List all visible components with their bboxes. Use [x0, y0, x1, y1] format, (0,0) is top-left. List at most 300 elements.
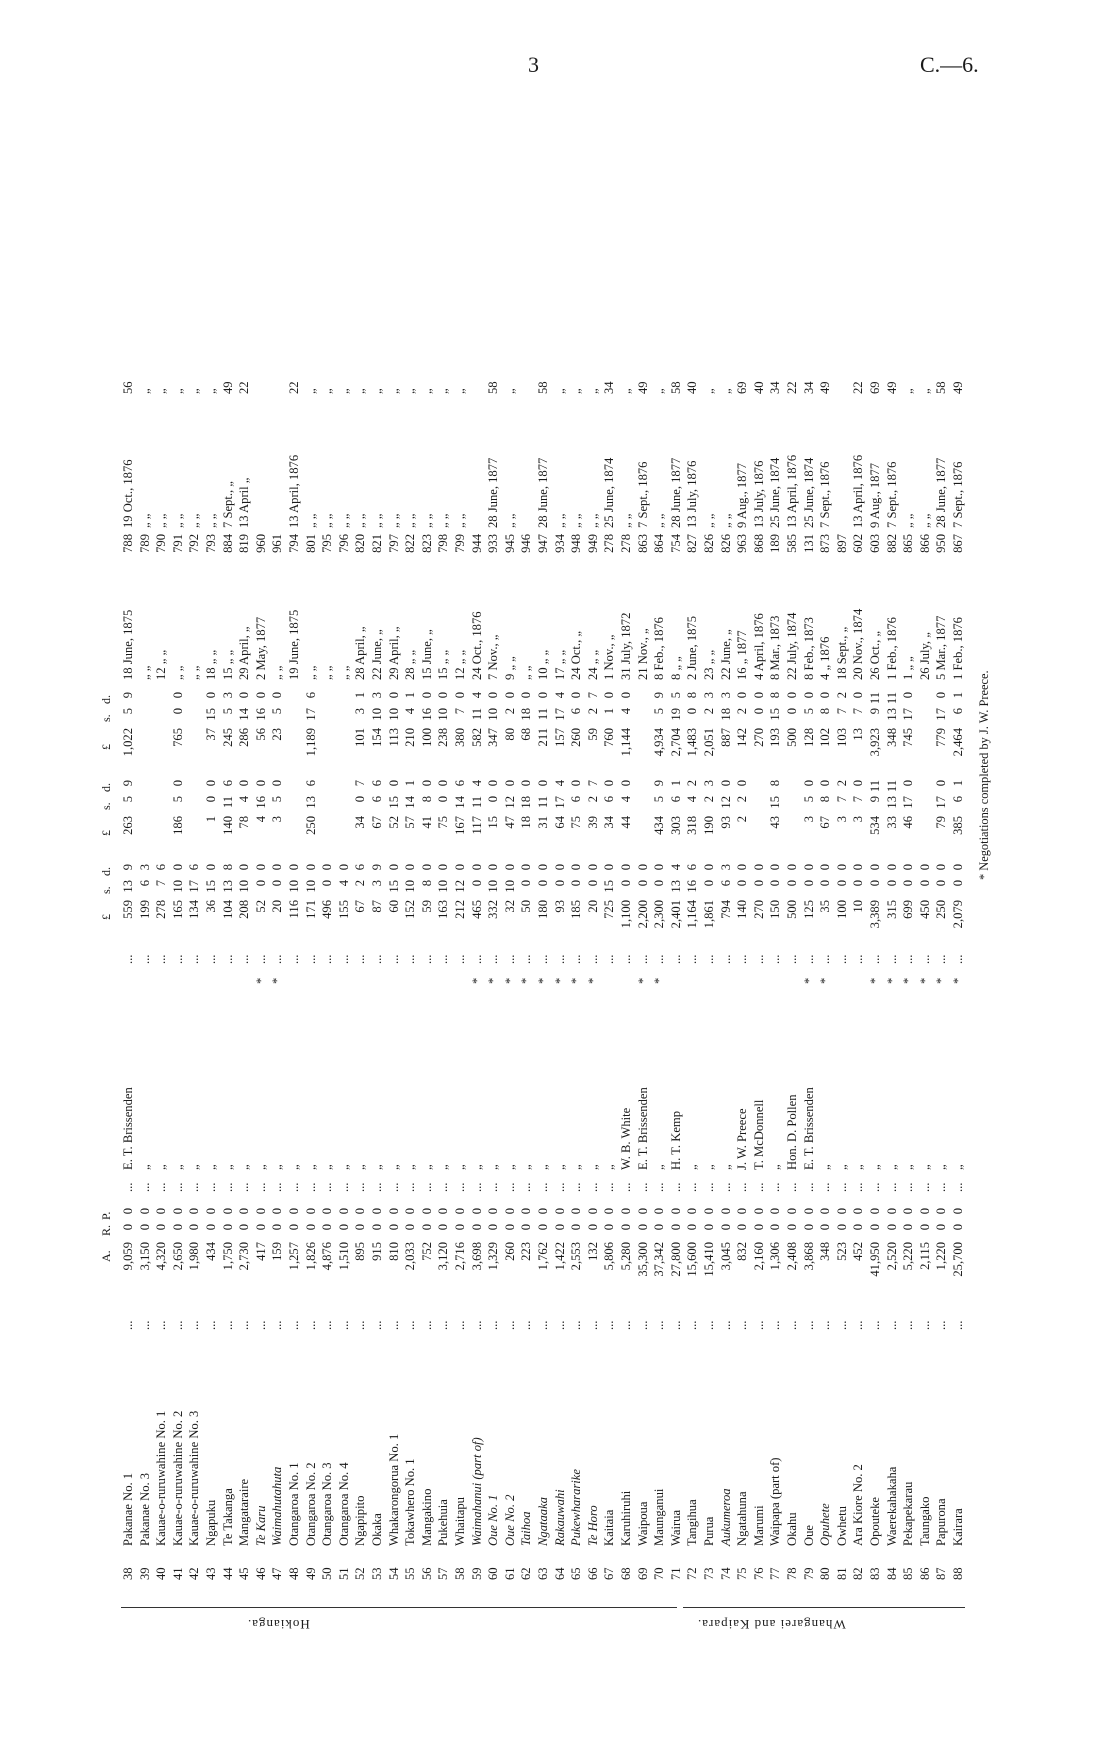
cell-date2: „ „	[702, 513, 716, 528]
leader-dots: ...	[386, 1320, 401, 1330]
cell-d2: 9	[652, 780, 667, 787]
cell-neg: „	[486, 1164, 501, 1170]
cell-s3: 7	[851, 708, 866, 715]
leader-dots: ...	[834, 1320, 849, 1330]
cell-n: 45	[237, 1567, 252, 1580]
cell-star: *	[901, 977, 916, 984]
cell-d1: 4	[668, 864, 683, 871]
leader-dots: ...	[785, 1320, 799, 1330]
cell-date2: 7 Sept., 1876	[818, 461, 833, 528]
cell-d3: 0	[536, 692, 550, 699]
cell-date1: 12 „ „	[453, 649, 467, 680]
cell-a: 2,650	[170, 1242, 185, 1271]
leader-dots: ...	[453, 1182, 467, 1192]
cell-a: 1,422	[552, 1242, 567, 1271]
cell-date2: „ „	[619, 513, 633, 528]
cell-date1: 22 June, „	[370, 629, 384, 680]
cell-a: 2,716	[453, 1242, 467, 1271]
leader-dots: ...	[121, 954, 135, 964]
leader-dots: ...	[502, 954, 517, 964]
cell-a: 4,876	[320, 1242, 335, 1271]
cell-s2: 11	[536, 796, 550, 809]
cell-s2: 0	[353, 796, 368, 803]
cell-p3: 500	[785, 728, 799, 747]
cell-ref: „	[370, 388, 384, 394]
leader-dots: ...	[801, 954, 816, 964]
cell-star: *	[469, 977, 484, 984]
cell-p: 0	[585, 1208, 600, 1215]
cell-s3: 11	[536, 708, 550, 721]
leader-dots: ...	[187, 1182, 202, 1192]
cell-a: 1,306	[768, 1242, 783, 1271]
cell-r: 0	[735, 1224, 750, 1231]
leader-dots: ...	[204, 954, 218, 964]
cell-s3: 3	[353, 708, 368, 715]
leader-dots: ...	[768, 1320, 783, 1330]
cell-name: Te Takanga	[220, 1488, 235, 1546]
cell-s2: 17	[901, 796, 916, 809]
cell-ref: 69	[868, 381, 882, 394]
cell-s2: 4	[237, 796, 252, 803]
leader-dots: ...	[320, 1182, 335, 1192]
cell-s1: 13	[220, 880, 235, 893]
cell-name: Purua	[702, 1516, 716, 1546]
cell-p1: 10	[851, 900, 866, 913]
leader-dots: ...	[486, 954, 501, 964]
cell-p: 0	[187, 1208, 202, 1215]
cell-neg: „	[901, 1164, 916, 1170]
cell-s1: 3	[370, 880, 384, 887]
cell-star: *	[635, 977, 650, 984]
cell-d3: 8	[685, 692, 700, 699]
cell-r: 0	[502, 1224, 517, 1231]
cell-r: 0	[370, 1224, 384, 1231]
cell-date2: „ „	[718, 513, 733, 528]
cell-d3: 0	[486, 692, 501, 699]
cell-s3: 15	[768, 708, 783, 721]
cell-p: 0	[751, 1208, 766, 1215]
cell-neg: „	[552, 1164, 567, 1170]
leader-dots: ...	[552, 1182, 567, 1192]
cell-n: 49	[303, 1567, 318, 1580]
cell-ref: 34	[768, 381, 783, 394]
cell-a: 1,762	[536, 1242, 550, 1271]
cell-s3: 16	[419, 708, 434, 721]
cell-ref: 22	[851, 381, 866, 394]
cell-deed: 946	[519, 534, 534, 553]
cell-n: 46	[253, 1567, 268, 1580]
cell-deed: 822	[403, 534, 418, 553]
cell-d1: 6	[187, 864, 202, 871]
cell-date2: 9 Aug., 1877	[868, 462, 882, 528]
header-pence-2: d.	[99, 783, 113, 792]
cell-deed: 795	[320, 534, 335, 553]
cell-s1: 0	[785, 880, 799, 887]
cell-neg: „	[370, 1164, 384, 1170]
cell-d1: 0	[303, 864, 318, 871]
cell-deed: 934	[552, 534, 567, 553]
cell-s1: 0	[619, 880, 633, 887]
cell-ref: 58	[934, 381, 949, 394]
cell-p3: 2,704	[668, 728, 683, 757]
cell-date2: 28 June, 1877	[486, 457, 501, 528]
cell-star: *	[801, 977, 816, 984]
cell-d2: 0	[934, 780, 949, 787]
cell-ref: „	[502, 388, 517, 394]
cell-deed: 585	[785, 534, 799, 553]
cell-r: 0	[585, 1224, 600, 1231]
leader-dots: ...	[137, 1320, 152, 1330]
cell-ref: „	[204, 388, 218, 394]
cell-neg: „	[253, 1164, 268, 1170]
leader-dots: ...	[652, 1182, 667, 1192]
cell-d1: 0	[519, 864, 534, 871]
leader-dots: ...	[702, 1320, 716, 1330]
cell-ref: „	[170, 388, 185, 394]
cell-p3: 101	[353, 728, 368, 747]
cell-d2: 0	[801, 780, 816, 787]
leader-dots: ...	[685, 1320, 700, 1330]
cell-star: *	[552, 977, 567, 984]
cell-p3: 154	[370, 728, 384, 747]
leader-dots: ...	[868, 1320, 882, 1330]
cell-deed: 131	[801, 534, 816, 553]
cell-p2: 34	[602, 816, 617, 829]
cell-d1: 0	[884, 864, 899, 871]
cell-r: 0	[602, 1224, 617, 1231]
cell-s3: 15	[204, 708, 218, 721]
cell-p2: 1	[204, 816, 218, 823]
cell-n: 62	[519, 1567, 534, 1580]
cell-r: 0	[303, 1224, 318, 1231]
cell-p3: 1,483	[685, 728, 700, 757]
cell-d2: 0	[569, 780, 584, 787]
cell-r: 0	[702, 1224, 716, 1231]
cell-date1: 1 „ „	[901, 656, 916, 680]
cell-a: 35,300	[635, 1242, 650, 1277]
cell-a: 223	[519, 1242, 534, 1261]
cell-r: 0	[486, 1224, 501, 1231]
cell-neg: „	[419, 1164, 434, 1170]
header-pounds-3: £	[99, 744, 113, 750]
cell-name: Owhetu	[834, 1506, 849, 1546]
cell-a: 2,553	[569, 1242, 584, 1271]
cell-d3: 0	[419, 692, 434, 699]
leader-dots: ...	[652, 1320, 667, 1330]
cell-d3: 4	[552, 692, 567, 699]
leader-dots: ...	[502, 1182, 517, 1192]
cell-d2: 0	[718, 780, 733, 787]
cell-p2: 75	[569, 816, 584, 829]
cell-ref: „	[303, 388, 318, 394]
cell-p1: 87	[370, 900, 384, 913]
leader-dots: ...	[951, 1182, 965, 1192]
cell-ref: 49	[220, 381, 235, 394]
cell-deed: 189	[768, 534, 783, 553]
cell-deed: 788	[121, 534, 135, 553]
cell-s2: 12	[502, 796, 517, 809]
cell-p: 0	[320, 1208, 335, 1215]
cell-s2: 8	[818, 796, 833, 803]
cell-date1: 31 July, 1872	[619, 612, 633, 680]
cell-s1: 10	[436, 880, 451, 893]
cell-d1: 0	[419, 864, 434, 871]
cell-r: 0	[419, 1224, 434, 1231]
leader-dots: ...	[453, 954, 467, 964]
cell-p: 0	[901, 1208, 916, 1215]
leader-dots: ...	[785, 1182, 799, 1192]
cell-date2: 7 Sept., 1876	[884, 461, 899, 528]
cell-d1: 0	[536, 864, 550, 871]
cell-neg: „	[436, 1164, 451, 1170]
cell-d1: 0	[486, 864, 501, 871]
cell-n: 61	[502, 1567, 517, 1580]
cell-p1: 165	[170, 900, 185, 919]
cell-s2: 11	[220, 796, 235, 809]
cell-s3: 7	[834, 708, 849, 715]
leader-dots: ...	[569, 954, 584, 964]
cell-s3: 5	[121, 708, 135, 715]
cell-d3: 1	[403, 692, 418, 699]
cell-date1: 28 „ „	[403, 649, 418, 680]
cell-n: 57	[436, 1567, 451, 1580]
cell-p3: 260	[569, 728, 584, 747]
cell-n: 86	[917, 1567, 932, 1580]
cell-p: 0	[453, 1208, 467, 1215]
cell-p: 0	[735, 1208, 750, 1215]
cell-star: *	[951, 977, 965, 984]
cell-ref: „	[137, 388, 152, 394]
cell-s2: 4	[685, 796, 700, 803]
cell-s3: 5	[801, 708, 816, 715]
cell-d2: 6	[220, 780, 235, 787]
cell-p1: 465	[469, 900, 484, 919]
cell-r: 0	[137, 1224, 152, 1231]
cell-ref: 40	[685, 381, 700, 394]
cell-r: 0	[635, 1224, 650, 1231]
cell-d3: 1	[951, 692, 965, 699]
table-row	[949, 330, 968, 1580]
cell-p1: 1,164	[685, 900, 700, 929]
cell-s3: 8	[818, 708, 833, 715]
cell-d3: 0	[386, 692, 401, 699]
cell-d2: 0	[602, 780, 617, 787]
cell-s1: 0	[536, 880, 550, 887]
cell-p2: 39	[585, 816, 600, 829]
cell-a: 260	[502, 1242, 517, 1261]
cell-p3: 80	[502, 728, 517, 741]
cell-p1: 2,200	[635, 900, 650, 929]
cell-s2: 6	[569, 796, 584, 803]
cell-a: 159	[270, 1242, 285, 1261]
cell-deed: 897	[834, 534, 849, 553]
cell-date2: 13 April, 1876	[785, 454, 799, 528]
cell-d3: 11	[868, 692, 882, 705]
cell-date2: „ „	[336, 513, 351, 528]
cell-star: *	[569, 977, 584, 984]
cell-name: Pekapekarau	[901, 1481, 916, 1546]
cell-s1: 0	[901, 880, 916, 887]
cell-a: 1,750	[220, 1242, 235, 1271]
cell-p1: 36	[204, 900, 218, 913]
cell-n: 85	[901, 1567, 916, 1580]
cell-s1: 10	[403, 880, 418, 893]
cell-neg: Hon. D. Pollen	[785, 1094, 799, 1170]
cell-d1: 9	[121, 864, 135, 871]
cell-s1: 0	[569, 880, 584, 887]
cell-p1: 315	[884, 900, 899, 919]
cell-p1: 208	[237, 900, 252, 919]
cell-s2: 6	[602, 796, 617, 803]
cell-neg: „	[585, 1164, 600, 1170]
cell-r: 0	[552, 1224, 567, 1231]
cell-p1: 180	[536, 900, 550, 919]
leader-dots: ...	[204, 1182, 218, 1192]
leader-dots: ...	[419, 1182, 434, 1192]
cell-d2: 6	[303, 780, 318, 787]
cell-date1: 2 May, 1877	[253, 616, 268, 680]
cell-s1: 0	[818, 880, 833, 887]
cell-r: 0	[170, 1224, 185, 1231]
cell-p2: 67	[818, 816, 833, 829]
cell-name: Waimahutahuta	[270, 1466, 285, 1546]
leader-dots: ...	[270, 1320, 285, 1330]
cell-n: 67	[602, 1567, 617, 1580]
cell-a: 452	[851, 1242, 866, 1261]
cell-s2: 5	[801, 796, 816, 803]
cell-p2: 57	[403, 816, 418, 829]
leader-dots: ...	[635, 954, 650, 964]
cell-s3: 2	[735, 708, 750, 715]
cell-neg: „	[336, 1164, 351, 1170]
cell-p1: 93	[552, 900, 567, 913]
cell-s1: 15	[204, 880, 218, 893]
cell-date1: 9 „ „	[502, 656, 517, 680]
cell-n: 63	[536, 1567, 550, 1580]
cell-name: Taungako	[917, 1496, 932, 1546]
cell-p1: 20	[270, 900, 285, 913]
cell-neg: „	[768, 1164, 783, 1170]
cell-neg: „	[303, 1164, 318, 1170]
cell-d1: 0	[336, 864, 351, 871]
cell-date1: 15 June, „	[419, 629, 434, 680]
cell-a: 27,800	[668, 1242, 683, 1277]
leader-dots: ...	[602, 1320, 617, 1330]
cell-a: 2,115	[917, 1242, 932, 1270]
leader-dots: ...	[818, 1182, 833, 1192]
leader-dots: ...	[751, 954, 766, 964]
cell-neg: „	[187, 1164, 202, 1170]
cell-d1: 0	[287, 864, 301, 871]
cell-p1: 32	[502, 900, 517, 913]
leader-dots: ...	[569, 1182, 584, 1192]
cell-p3: 347	[486, 728, 501, 747]
cell-p2: 34	[353, 816, 368, 829]
cell-star: *	[536, 977, 550, 984]
cell-p1: 171	[303, 900, 318, 919]
cell-star: *	[270, 977, 285, 984]
cell-a: 2,160	[751, 1242, 766, 1271]
cell-p2: 31	[536, 816, 550, 829]
cell-date1: „ „	[303, 665, 318, 680]
cell-name: Te Karu	[253, 1505, 268, 1546]
cell-p: 0	[436, 1208, 451, 1215]
cell-deed: 933	[486, 534, 501, 553]
cell-p: 0	[917, 1208, 932, 1215]
leader-dots: ...	[436, 954, 451, 964]
cell-ref: „	[702, 388, 716, 394]
cell-ref: 49	[884, 381, 899, 394]
leader-dots: ...	[552, 1320, 567, 1330]
cell-r: 0	[403, 1224, 418, 1231]
cell-r: 0	[868, 1224, 882, 1231]
footnote: * Negotiations completed by J. W. Preece.	[977, 670, 991, 880]
cell-s3: 10	[486, 708, 501, 721]
cell-s3: 0	[785, 708, 799, 715]
cell-s3: 6	[951, 708, 965, 715]
cell-p2: 534	[868, 816, 882, 835]
leader-dots: ...	[536, 1182, 550, 1192]
cell-date2: 28 June, 1877	[934, 457, 949, 528]
cell-d2: 9	[121, 780, 135, 787]
cell-p1: 140	[735, 900, 750, 919]
leader-dots: ...	[187, 1320, 202, 1330]
leader-dots: ...	[486, 1320, 501, 1330]
cell-s2: 6	[951, 796, 965, 803]
cell-neg: T. McDonnell	[751, 1099, 766, 1170]
leader-dots: ...	[137, 954, 152, 964]
cell-p: 0	[951, 1208, 965, 1215]
cell-p3: 2,464	[951, 728, 965, 757]
cell-a: 434	[204, 1242, 218, 1261]
leader-dots: ...	[303, 954, 318, 964]
cell-date2: „ „	[303, 513, 318, 528]
cell-p2: 3	[801, 816, 816, 823]
cell-d3: 0	[519, 692, 534, 699]
cell-d1: 8	[220, 864, 235, 871]
cell-neg: „	[718, 1164, 733, 1170]
leader-dots: ...	[237, 1320, 252, 1330]
cell-ref: „	[386, 388, 401, 394]
cell-name: Okaka	[370, 1513, 384, 1546]
cell-p3: 760	[602, 728, 617, 747]
cell-a: 41,950	[868, 1242, 882, 1277]
cell-date1: 24 Oct., 1876	[469, 611, 484, 680]
leader-dots: ...	[735, 1320, 750, 1330]
cell-p3: 582	[469, 728, 484, 747]
cell-date2: 9 Aug., 1877	[735, 462, 750, 528]
cell-p: 0	[353, 1208, 368, 1215]
cell-p3: 238	[436, 728, 451, 747]
leader-dots: ...	[320, 954, 335, 964]
leader-dots: ...	[917, 1182, 932, 1192]
cell-a: 5,220	[901, 1242, 916, 1271]
header-shillings-3: s.	[99, 714, 113, 722]
cell-p: 0	[668, 1208, 683, 1215]
cell-p3: 23	[270, 728, 285, 741]
leader-dots: ...	[668, 1182, 683, 1192]
cell-date2: „ „	[419, 513, 434, 528]
cell-r: 0	[785, 1224, 799, 1231]
cell-deed: 963	[735, 534, 750, 553]
cell-d3: 0	[237, 692, 252, 699]
cell-d3: 2	[834, 692, 849, 699]
cell-ref: „	[353, 388, 368, 394]
cell-name: Te Horo	[585, 1505, 600, 1546]
leader-dots: ...	[801, 1320, 816, 1330]
leader-dots: ...	[170, 1182, 185, 1192]
cell-date1: „ „	[320, 665, 335, 680]
